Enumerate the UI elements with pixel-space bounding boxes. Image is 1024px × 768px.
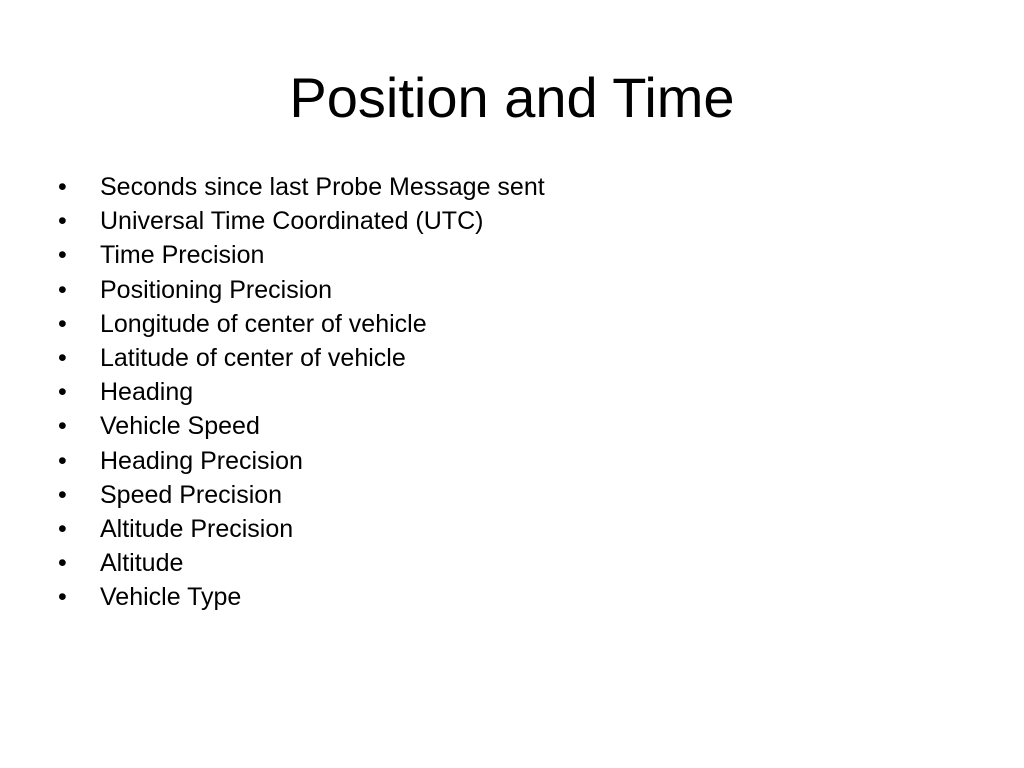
bullet-marker: • xyxy=(58,446,67,475)
bullet-item xyxy=(56,170,545,204)
bullet-marker: • xyxy=(58,412,67,441)
bullet-item xyxy=(56,478,545,512)
bullet-item xyxy=(56,580,545,614)
bullet-text: Altitude Precision xyxy=(100,514,294,543)
bullet-item xyxy=(56,341,545,375)
bullet-marker: • xyxy=(58,480,67,509)
bullet-item xyxy=(56,375,545,409)
bullet-marker: • xyxy=(58,343,67,372)
bullet-text: Latitude of center of vehicle xyxy=(100,343,406,372)
bullet-item xyxy=(56,307,545,341)
bullet-item xyxy=(56,204,545,238)
bullet-text: Time Precision xyxy=(100,241,265,270)
bullet-text: Vehicle Speed xyxy=(100,412,260,441)
bullet-text: Universal Time Coordinated (UTC) xyxy=(100,207,484,236)
bullet-item xyxy=(56,512,545,546)
bullet-marker: • xyxy=(58,378,67,407)
bullet-text: Vehicle Type xyxy=(100,583,242,612)
bullet-marker: • xyxy=(58,173,67,201)
bullet-marker: • xyxy=(58,275,67,304)
bullet-item xyxy=(56,409,545,443)
bullet-list xyxy=(56,170,545,614)
bullet-marker: • xyxy=(58,583,67,612)
bullet-text: Longitude of center of vehicle xyxy=(100,309,427,338)
bullet-text: Heading Precision xyxy=(100,446,303,475)
bullet-marker: • xyxy=(58,309,67,338)
bullet-item xyxy=(56,238,545,272)
bullet-marker: • xyxy=(58,549,67,578)
bullet-text: Seconds since last Probe Message sent xyxy=(100,173,545,201)
slide-title: Position and Time xyxy=(289,66,735,129)
bullet-item xyxy=(56,546,545,580)
bullet-marker: • xyxy=(58,241,67,270)
bullet-text: Heading xyxy=(100,378,194,407)
bullet-marker: • xyxy=(58,207,67,236)
bullet-text: Speed Precision xyxy=(100,480,283,509)
bullet-text: Positioning Precision xyxy=(100,275,333,304)
bullet-item xyxy=(56,273,545,307)
bullet-text: Altitude xyxy=(100,549,184,578)
bullet-marker: • xyxy=(58,514,67,543)
bullet-item xyxy=(56,444,545,478)
